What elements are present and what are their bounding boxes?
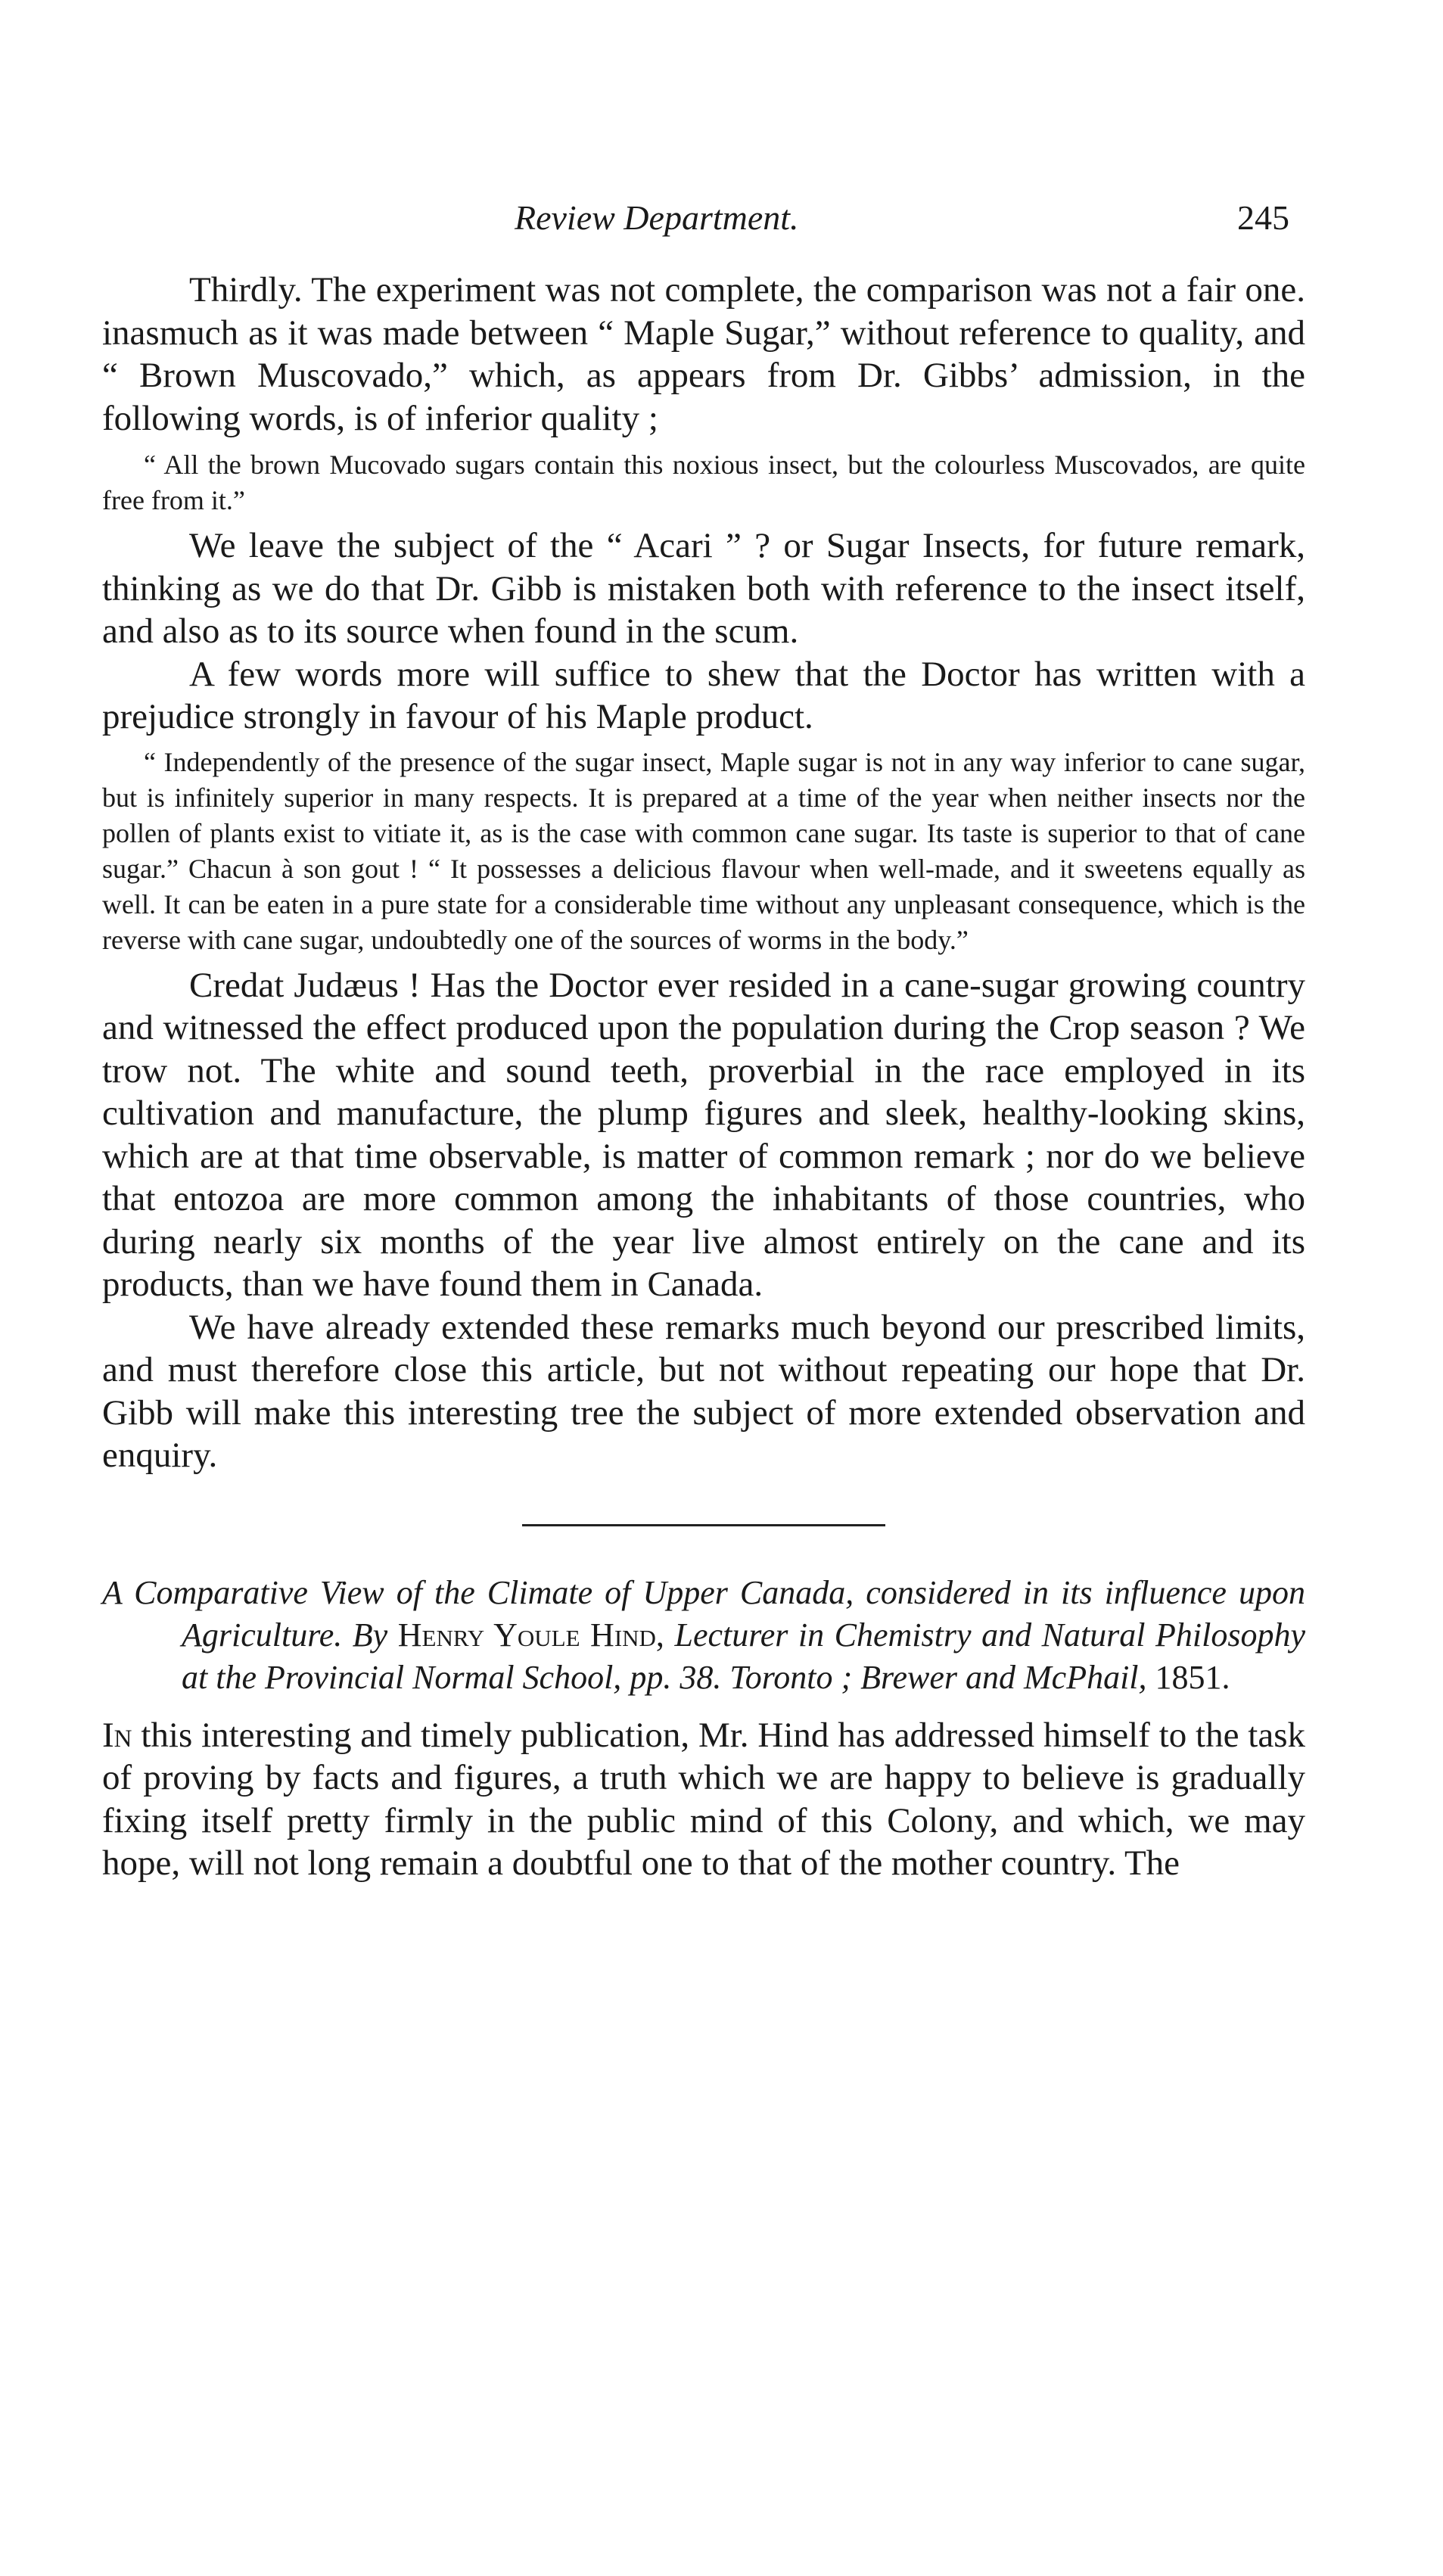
paragraph-thirdly: Thirdly. The experiment was not complete, the comparison was not a fair one. inasmuch as it was made between “ Maple Sugar,” without reference to quality, and “ Brown Muscovado,” which, as appears from Dr. Gibbs’ admission, in the following words, is of inferior quality ; (102, 270, 1305, 438)
citation-author: Henry Youle Hind, (397, 1616, 664, 1654)
quotation-muscovado: “ All the brown Mucovado sugars contain this noxious insect, but the colourless Muscovados, are quite free from it.” (102, 450, 1305, 515)
page-header (0, 195, 1443, 241)
review-opening-word: In (102, 1715, 132, 1755)
paragraph-prejudice: A few words more will suffice to shew that the Doctor has written with a prejudice strongly in favour of his Maple product. (102, 654, 1305, 736)
book-citation (102, 1572, 1305, 1699)
citation-by: By (352, 1616, 388, 1654)
citation-year: 1851. (1155, 1658, 1230, 1696)
page-number: 245 (1237, 198, 1289, 237)
citation-title: A Comparative View of the Climate of Upper Canada, considered in its influence upon Agriculture. (102, 1573, 1305, 1654)
quotation-maple-sugar: “ Independently of the presence of the sugar insect, Maple sugar is not in any way inferior to cane sugar, but is infinitely superior in many respects. It is prepared at a time of the year when neither insects nor the pollen of plants exist to vitiate it, as is the case with common cane sugar. Its taste is superior to that of cane sugar.” Chacun à son gout ! “ It possesses a delicious flavour when well-made, and it sweetens equally as well. It can be eaten in a pure state for a considerable time without any unpleasant consequence, which is the reverse with cane sugar, undoubtedly one of the sources of worms in the body.” (102, 746, 1305, 955)
paragraph-credat-judaeus: Credat Judæus ! Has the Doctor ever resided in a cane-sugar growing country and witnessed the effect produced upon the population during the Crop season ? We trow not. The white and sound teeth, proverbial in the race employed in its cultivation and manufacture, the plump figures and sleek, healthy-looking skins, which are at that time observable, is matter of common remark ; nor do we believe that entozoa are more common among the inhabitants of those countries, who during nearly six months of the year live almost entirely on the cane and its products, than we have found them in Canada. (102, 965, 1305, 1304)
review-paragraph (102, 1714, 1305, 1885)
review-text: this interesting and timely publication, Mr. Hind has addressed himself to the task of proving by facts and figures, a truth which we are happy to believe is gradually fixing itself pretty firmly in the public mind of this Colony, and which, we may hope, will not long remain a doubtful one to that of the mother country. The (102, 1715, 1305, 1883)
paragraph-acari: We leave the subject of the “ Acari ” ? or Sugar Insects, for future remark, thinking as we do that Dr. Gibb is mistaken both with reference to the insect itself, and also as to its source when found in the scum. (102, 526, 1305, 651)
citation-role: Lecturer in Chemistry and Natural Philosophy at the Provincial Normal School, (182, 1616, 1306, 1696)
section-divider (522, 1524, 885, 1526)
page-body (102, 269, 1305, 1885)
paragraph-conclusion: We have already extended these remarks much beyond our prescribed limits, and must therefore close this article, but not without repeating our hope that Dr. Gibb will make this interesting tree the subject of more extended observation and enquiry. (102, 1307, 1305, 1475)
citation-pages: pp. 38. (630, 1658, 722, 1696)
citation-publisher: Toronto ; Brewer and McPhail, (729, 1658, 1147, 1696)
running-head: Review Department. (515, 198, 799, 237)
